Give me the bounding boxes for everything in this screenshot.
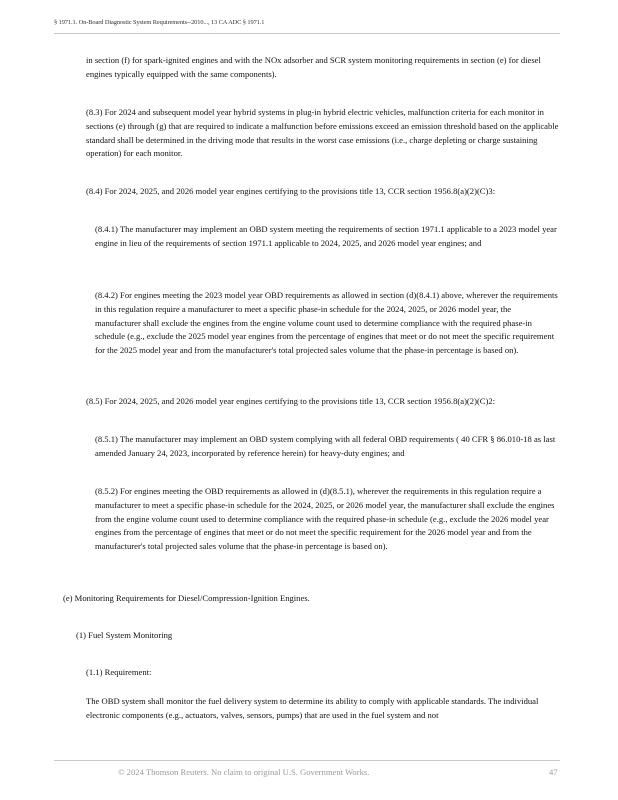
paragraph-8-4-2: (8.4.2) For engines meeting the 2023 model year OBD requirements as allowed in section (d)(8.4.1) above, wherever the requirements in this regulation require a manufacturer to meet a specific phase-in schedule for the 2024, 2025, or 2026 model year, the manufacturer shall exclude the engines from the engine volume count used to determine compliance with the required phase-in schedule (e.g., exclude the 2025 model year engines from the percentage of engines that meet or do not meet the specific requirement for the 2025 model year and from the manufacturer's total projected sales volume that the phase-in percentage is based on). [95,290,558,356]
paragraph-8-3: (8.3) For 2024 and subsequent model year hybrid systems in plug-in hybrid electric vehicles, malfunction criteria for each monitor in sections (e) through (g) that are required to indicate a malfunction before emissions exceed an emission threshold based on the applicable standard shall be determined in the driving mode that results in the worst case emissions (i.e., charge depleting or charge sustaining operation) for each monitor. [86,107,559,159]
page-number: 47 [549,767,558,777]
section-e-heading: (e) Monitoring Requirements for Diesel/Compression-Ignition Engines. [63,593,310,603]
paragraph-8-5: (8.5) For 2024, 2025, and 2026 model year engines certifying to the provisions title 13, CCR section 1956.8(a)(2)(C)2: [86,396,496,406]
paragraph-fuel-system: The OBD system shall monitor the fuel delivery system to determine its ability to comply with applicable standards. The individual electronic components (e.g., actuators, valves, sensors, pumps) that are used in the fuel system and not [86,696,539,720]
paragraph-continuation: in section (f) for spark-ignited engines and with the NOx adsorber and SCR system monitoring requirements in section (e) for diesel engines typically equipped with the same components). [86,55,541,79]
subsection-1-heading: (1) Fuel System Monitoring [76,630,173,640]
running-header: § 1971.1. On-Board Diagnostic System Requirements--2010..., 13 CA ADC § 1971.1 [54,19,265,26]
paragraph-8-4-1: (8.4.1) The manufacturer may implement an OBD system meeting the requirements of section 1971.1 applicable to a 2023 model year engine in lieu of the requirements of section 1971.1 applicable to 2024, 2025, and 2026 model year engines; and [95,224,557,248]
paragraph-8-4: (8.4) For 2024, 2025, and 2026 model year engines certifying to the provisions title 13, CCR section 1956.8(a)(2)(C)3: [86,186,496,196]
header-divider [54,33,560,34]
paragraph-8-5-2: (8.5.2) For engines meeting the OBD requirements as allowed in (d)(8.5.1), wherever the requirements in this regulation require a manufacturer to meet a specific phase-in schedule for the 2024, 2025, or 2026 model year, the manufacturer shall exclude the engines from the engine volume count used to determine compliance with the required phase-in schedule (e.g., exclude the 2026 model year engines from the percentage of engines that meet or do not meet the specific requirement for the 2026 model year and from the manufacturer's total projected sales volume that the phase-in percentage is based on). [95,486,555,552]
footer-divider [54,760,560,761]
footer-copyright: © 2024 Thomson Reuters. No claim to original U.S. Government Works. [118,767,370,777]
subsection-1-1-heading: (1.1) Requirement: [86,667,152,677]
paragraph-8-5-1: (8.5.1) The manufacturer may implement an OBD system complying with all federal OBD requirements ( 40 CFR § 86.010-18 as last amended January 24, 2023, incorporated by reference herein) for heavy-duty engines; and [95,434,556,458]
